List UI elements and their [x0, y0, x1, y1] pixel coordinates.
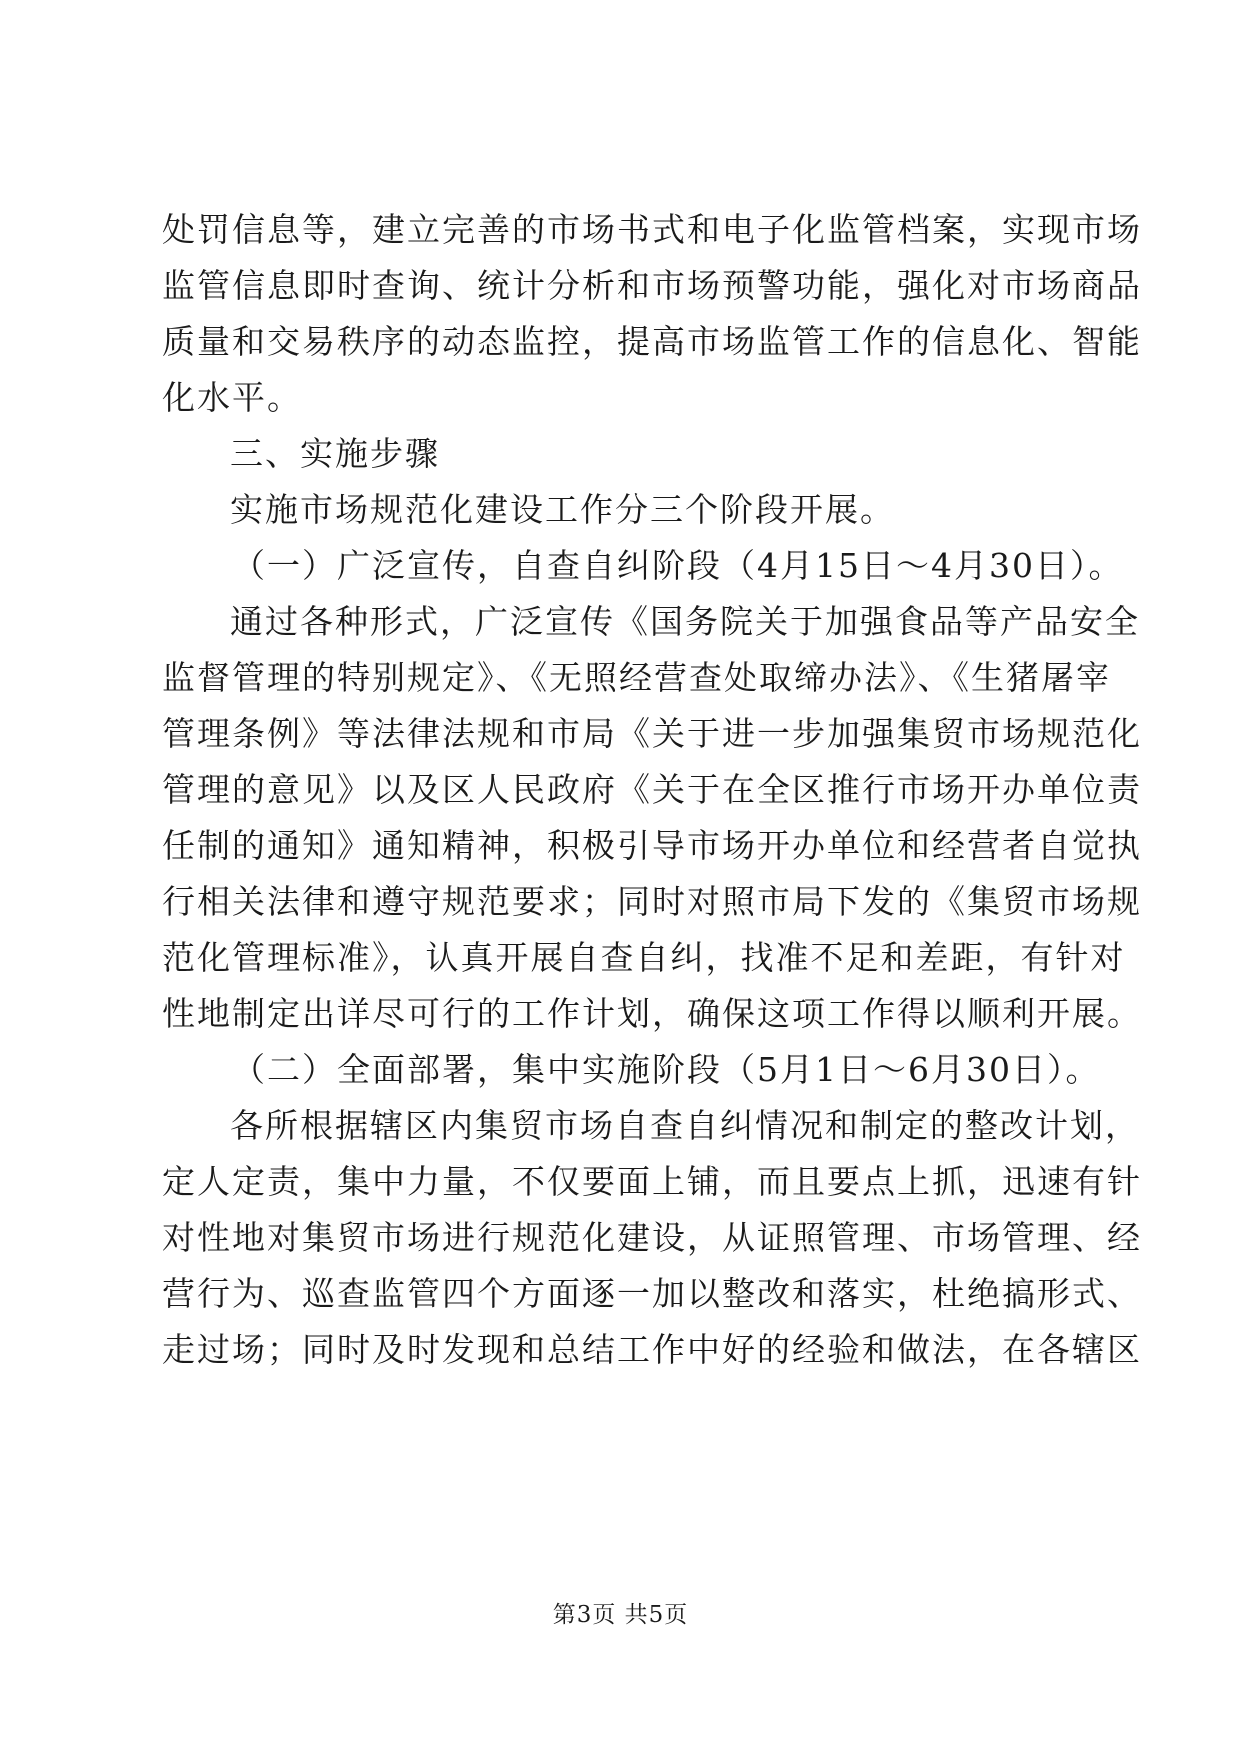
body-line: 行相关法律和遵守规范要求；同时对照市局下发的《集贸市场规	[162, 882, 1142, 921]
body-line: 处罚信息等，建立完善的市场书式和电子化监管档案，实现市场	[162, 210, 1142, 249]
subsection-heading: （二）全面部署，集中实施阶段（5月1日～6月30日）。	[232, 1050, 1101, 1089]
body-line: 任制的通知》通知精神，积极引导市场开办单位和经营者自觉执	[162, 826, 1142, 865]
page-footer: 第3页 共5页	[552, 1602, 689, 1628]
body-line: 监督管理的特别规定》、《无照经营查处取缔办法》、《生猪屠宰	[162, 658, 1111, 697]
body-line: 走过场；同时及时发现和总结工作中好的经验和做法，在各辖区	[162, 1330, 1142, 1369]
body-line: 营行为、巡查监管四个方面逐一加以整改和落实，杜绝搞形式、	[162, 1274, 1142, 1313]
body-line: 化水平。	[162, 378, 302, 417]
body-line: 管理条例》等法律法规和市局《关于进一步加强集贸市场规范化	[162, 714, 1142, 753]
body-line: 各所根据辖区内集贸市场自查自纠情况和制定的整改计划，	[230, 1106, 1140, 1145]
body-line: 性地制定出详尽可行的工作计划，确保这项工作得以顺利开展。	[162, 994, 1142, 1033]
body-line: 对性地对集贸市场进行规范化建设，从证照管理、市场管理、经	[162, 1218, 1142, 1257]
body-line: 实施市场规范化建设工作分三个阶段开展。	[230, 490, 895, 529]
body-line: 监管信息即时查询、统计分析和市场预警功能，强化对市场商品	[162, 266, 1142, 305]
body-line: 范化管理标准》，认真开展自查自纠，找准不足和差距，有针对	[162, 938, 1126, 977]
body-line: 通过各种形式，广泛宣传《国务院关于加强食品等产品安全	[230, 602, 1140, 641]
section-heading: 三、实施步骤	[230, 434, 440, 473]
body-line: 管理的意见》以及区人民政府《关于在全区推行市场开办单位责	[162, 770, 1142, 809]
body-line: 质量和交易秩序的动态监控，提高市场监管工作的信息化、智能	[162, 322, 1142, 361]
body-line: 定人定责，集中力量，不仅要面上铺，而且要点上抓，迅速有针	[162, 1162, 1142, 1201]
subsection-heading: （一）广泛宣传，自查自纠阶段（4月15日～4月30日）。	[232, 546, 1124, 585]
